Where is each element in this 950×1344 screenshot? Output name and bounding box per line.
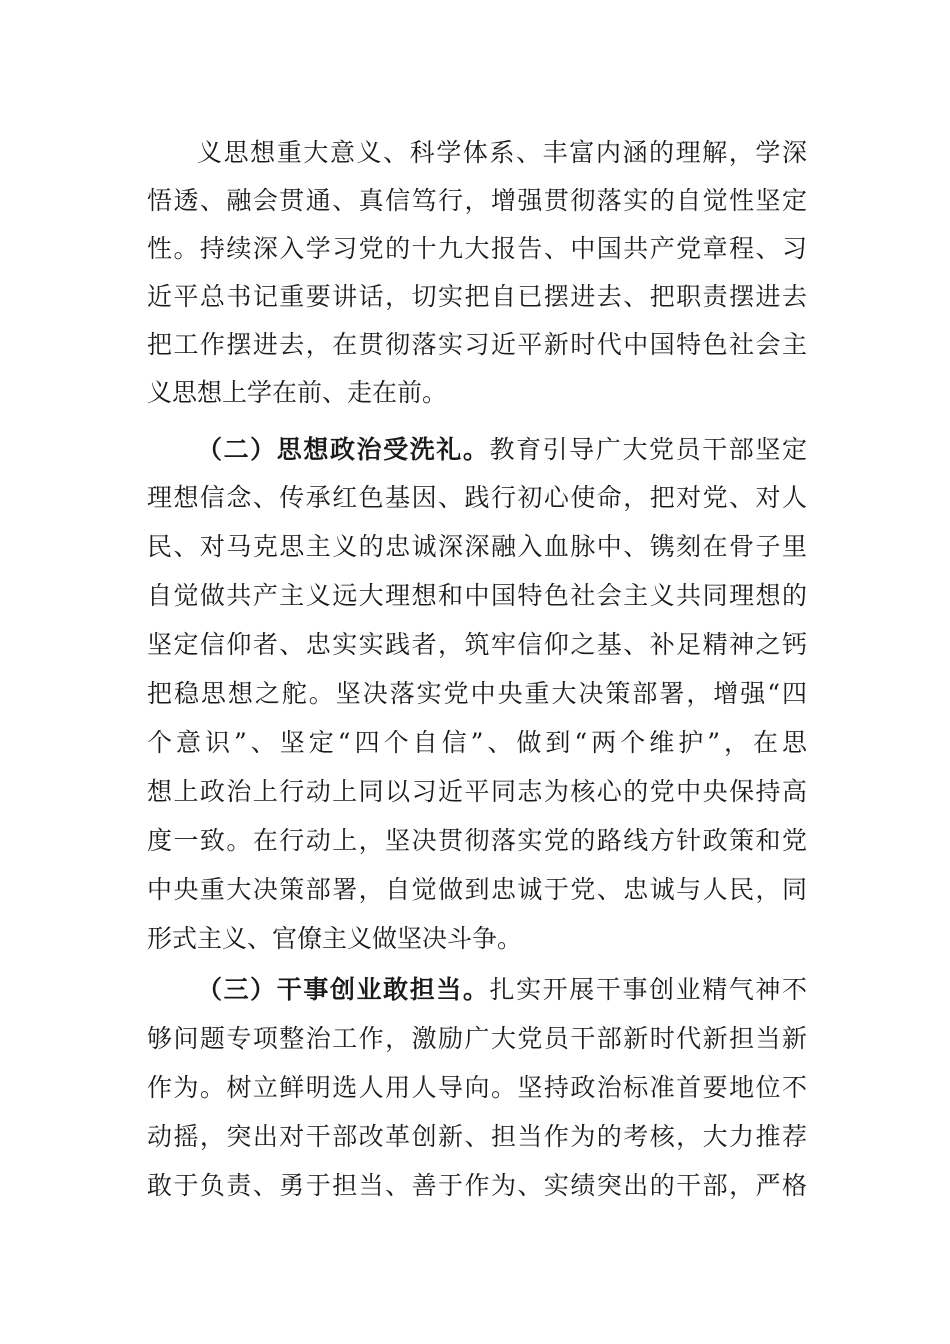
paragraph-line: 敢于负责、勇于担当、善于作为、实绩突出的干部，严格 — [147, 1171, 807, 1200]
paragraph-line: 义思想上学在前、走在前。 — [147, 378, 448, 407]
paragraph-line: 坚定信仰者、忠实实践者，筑牢信仰之基、补足精神之钙 — [147, 630, 807, 659]
section-first-text: 扎实开展干事创业精气神不 — [489, 975, 807, 1004]
paragraph-line: 作为。树立鲜明选人用人导向。坚持政治标准首要地位不 — [147, 1073, 807, 1102]
paragraph-line: 度一致。在行动上，坚决贯彻落实党的路线方针政策和党 — [147, 826, 807, 855]
paragraph-line: 性。持续深入学习党的十九大报告、中国共产党章程、习 — [147, 234, 807, 263]
section-heading: （二）思想政治受洗礼。 — [197, 435, 490, 464]
paragraph-line: 够问题专项整治工作，激励广大党员干部新时代新担当新 — [147, 1024, 807, 1053]
paragraph-line: 把工作摆进去，在贯彻落实习近平新时代中国特色社会主 — [147, 330, 807, 359]
paragraph-line: 义思想重大意义、科学体系、丰富内涵的理解，学深 — [197, 138, 807, 167]
paragraph-line: 形式主义、官僚主义做坚决斗争。 — [147, 924, 523, 953]
section-first-line — [197, 430, 807, 470]
section-first-line — [197, 970, 807, 1010]
paragraph-line: 自觉做共产主义远大理想和中国特色社会主义共同理想的 — [147, 581, 807, 610]
paragraph-line: 把稳思想之舵。坚决落实党中央重大决策部署，增强“四 — [147, 679, 807, 708]
paragraph-line: 理想信念、传承红色基因、践行初心使命，把对党、对人 — [147, 483, 807, 512]
paragraph-line: 个意识”、坚定“四个自信”、做到“两个维护”，在思 — [147, 728, 807, 757]
paragraph-line: 近平总书记重要讲话，切实把自已摆进去、把职责摆进去 — [147, 282, 807, 311]
paragraph-line: 想上政治上行动上同以习近平同志为核心的党中央保持高 — [147, 777, 807, 806]
section-first-text: 教育引导广大党员干部坚定 — [489, 435, 807, 464]
paragraph-line: 悟透、融会贯通、真信笃行，增强贯彻落实的自觉性坚定 — [147, 186, 807, 215]
section-heading: （三）干事创业敢担当。 — [197, 975, 490, 1004]
paragraph-line: 中央重大决策部署，自觉做到忠诚于党、忠诚与人民，同 — [147, 875, 807, 904]
paragraph-line: 动摇，突出对干部改革创新、担当作为的考核，大力推荐 — [147, 1122, 807, 1151]
paragraph-line: 民、对马克思主义的忠诚深深融入血脉中、镌刻在骨子里 — [147, 532, 807, 561]
